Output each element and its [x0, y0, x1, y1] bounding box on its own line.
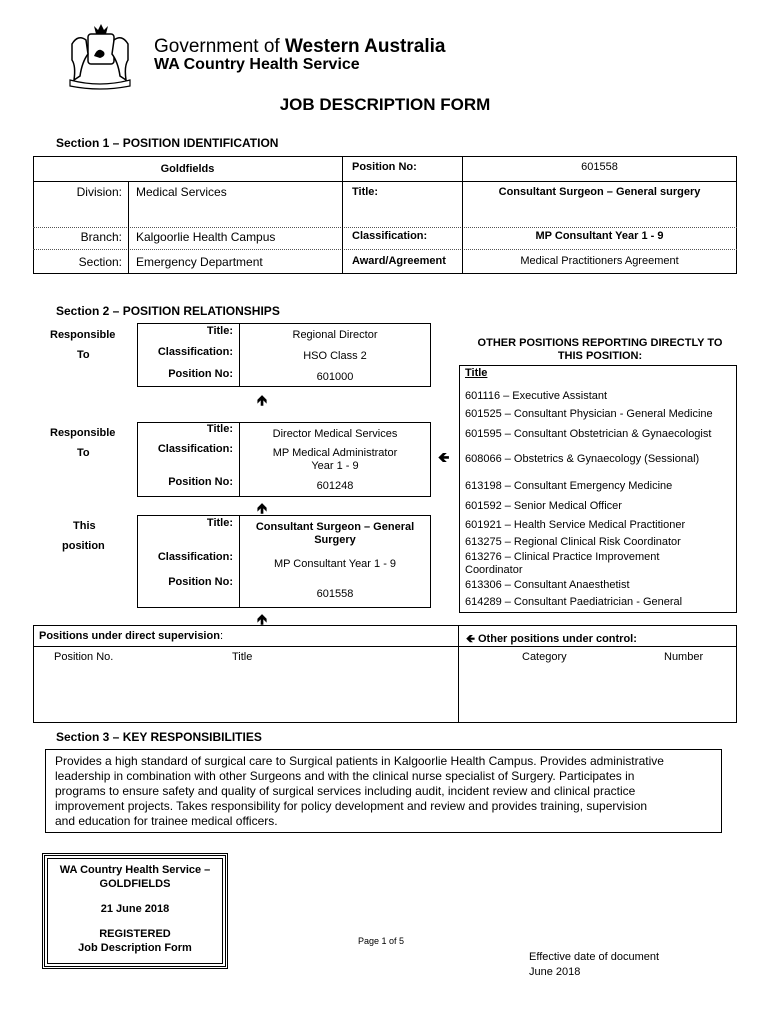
- other-position-item: 613306 – Consultant Anaesthetist: [465, 579, 630, 591]
- government-line: Government of Western Australia: [154, 36, 446, 57]
- other-position-item: 601921 – Health Service Medical Practitioner: [465, 519, 686, 531]
- box2-title-label: Title:: [206, 423, 233, 435]
- col-category: Category: [522, 651, 567, 663]
- section2-heading: Section 2 – POSITION RELATIONSHIPS: [56, 304, 280, 318]
- division-label: Division:: [76, 185, 122, 199]
- title-label: Title:: [352, 186, 379, 198]
- box2-title: Director Medical Services: [272, 428, 398, 440]
- box1-title: Regional Director: [292, 329, 378, 341]
- stamp-line1: WA Country Health Service –: [59, 864, 211, 876]
- other-positions-heading-line2: THIS POSITION:: [557, 350, 643, 362]
- section3-heading: Section 3 – KEY RESPONSIBILITIES: [56, 730, 262, 744]
- other-position-item: 601525 – Consultant Physician - General Medicine: [465, 408, 713, 420]
- up-arrow-icon: 🡹: [257, 392, 268, 408]
- up-arrow-icon-2: 🡹: [257, 500, 268, 516]
- box1-position-no: 601000: [316, 371, 354, 383]
- left-arrow-icon: 🡸: [438, 449, 450, 465]
- box1-position-no-label: Position No:: [168, 368, 233, 380]
- col-number: Number: [664, 651, 704, 663]
- col-position-no: Position No.: [54, 651, 114, 663]
- box3-title-line2: Surgery: [314, 534, 356, 546]
- box3-classification-label: Classification:: [157, 551, 233, 563]
- stamp-line2: GOLDFIELDS: [99, 878, 171, 890]
- position-no-label: Position No:: [352, 161, 417, 173]
- stamp-registered: REGISTERED: [99, 928, 171, 940]
- other-position-item: 613275 – Regional Clinical Risk Coordinator: [465, 536, 681, 548]
- other-control-label: 🡸 Other positions under control:: [466, 633, 637, 645]
- box1-classification: HSO Class 2: [303, 350, 367, 362]
- form-title: JOB DESCRIPTION FORM: [279, 95, 491, 114]
- other-position-item: 601116 – Executive Assistant: [465, 390, 608, 402]
- box1-title-label: Title:: [206, 325, 233, 337]
- section1-heading: Section 1 – POSITION IDENTIFICATION: [56, 136, 279, 150]
- responsibility-line: programs to ensure safety and quality of surgical services including audit, incident review and clinical practice: [55, 784, 636, 798]
- effective-date: June 2018: [529, 966, 581, 978]
- stamp-date: 21 June 2018: [100, 903, 170, 915]
- other-positions-title-label: Title: [465, 367, 488, 379]
- box2-position-no-label: Position No:: [168, 476, 233, 488]
- other-position-item: 614289 – Consultant Paediatrician - General: [465, 596, 683, 608]
- box2-classification-line1: MP Medical Administrator: [272, 447, 398, 459]
- under-supervision-label: Positions under direct supervision:: [39, 630, 223, 642]
- division-value: Medical Services: [136, 185, 227, 199]
- responsible-label-2: Responsible: [50, 427, 116, 439]
- box2-position-no: 601248: [316, 480, 354, 492]
- responsible-label-1: Responsible: [50, 329, 116, 341]
- other-position-item: 613198 – Consultant Emergency Medicine: [465, 480, 673, 492]
- box3-title-line1: Consultant Surgeon – General: [255, 521, 415, 533]
- box3-position-no-label: Position No:: [168, 576, 233, 588]
- to-label-1: To: [77, 349, 90, 361]
- award-value: Medical Practitioners Agreement: [520, 255, 679, 267]
- award-label: Award/Agreement: [352, 255, 446, 267]
- responsibility-line: leadership in combination with other Surgeons and with the clinical nurse specialist of Surgery. Participates in: [55, 769, 635, 783]
- up-arrow-icon-3: 🡹: [257, 611, 268, 627]
- page-number: Page 1 of 5: [358, 936, 405, 946]
- this-label: This: [73, 520, 96, 532]
- to-label-2: To: [77, 447, 90, 459]
- box2-classification-label: Classification:: [157, 443, 233, 455]
- responsibility-line: and education for trainee medical officers.: [55, 814, 278, 828]
- service-name: WA Country Health Service: [154, 56, 360, 73]
- box3-classification: MP Consultant Year 1 - 9: [273, 558, 397, 570]
- box3-title-label: Title:: [206, 517, 233, 529]
- responsibility-line: improvement projects. Takes responsibility for policy development and review and provides training, supervision: [55, 799, 648, 813]
- box1-classification-label: Classification:: [157, 346, 233, 358]
- position-label: position: [62, 540, 105, 552]
- branch-label: Branch:: [80, 230, 122, 244]
- effective-date-label: Effective date of document: [529, 951, 660, 963]
- other-position-item: 601595 – Consultant Obstetrician & Gynaecologist: [465, 428, 712, 440]
- classification-label: Classification:: [352, 230, 428, 242]
- box2-classification-line2: Year 1 - 9: [311, 460, 359, 472]
- other-position-item: Coordinator: [465, 564, 523, 576]
- title-value: Consultant Surgeon – General surgery: [498, 186, 701, 198]
- section-value: Emergency Department: [136, 255, 263, 269]
- section-label: Section:: [78, 255, 122, 269]
- responsibility-line: Provides a high standard of surgical care to Surgical patients in Kalgoorlie Health Campus. Provides administrative: [55, 754, 664, 768]
- other-position-item: 613276 – Clinical Practice Improvement: [465, 551, 660, 563]
- col-title: Title: [232, 651, 253, 663]
- wa-crest-logo: [60, 14, 140, 94]
- region-value: Goldfields: [160, 163, 215, 175]
- other-positions-heading-line1: OTHER POSITIONS REPORTING DIRECTLY TO: [477, 337, 723, 349]
- position-no-value: 601558: [581, 161, 618, 173]
- classification-value: MP Consultant Year 1 - 9: [535, 230, 664, 242]
- box3-position-no: 601558: [316, 588, 354, 600]
- other-position-item: 608066 – Obstetrics & Gynaecology (Sessional): [465, 453, 700, 465]
- branch-value: Kalgoorlie Health Campus: [136, 230, 276, 244]
- other-position-item: 601592 – Senior Medical Officer: [465, 500, 622, 512]
- stamp-form: Job Description Form: [78, 942, 192, 954]
- left-arrow-icon: 🡸: [466, 633, 475, 645]
